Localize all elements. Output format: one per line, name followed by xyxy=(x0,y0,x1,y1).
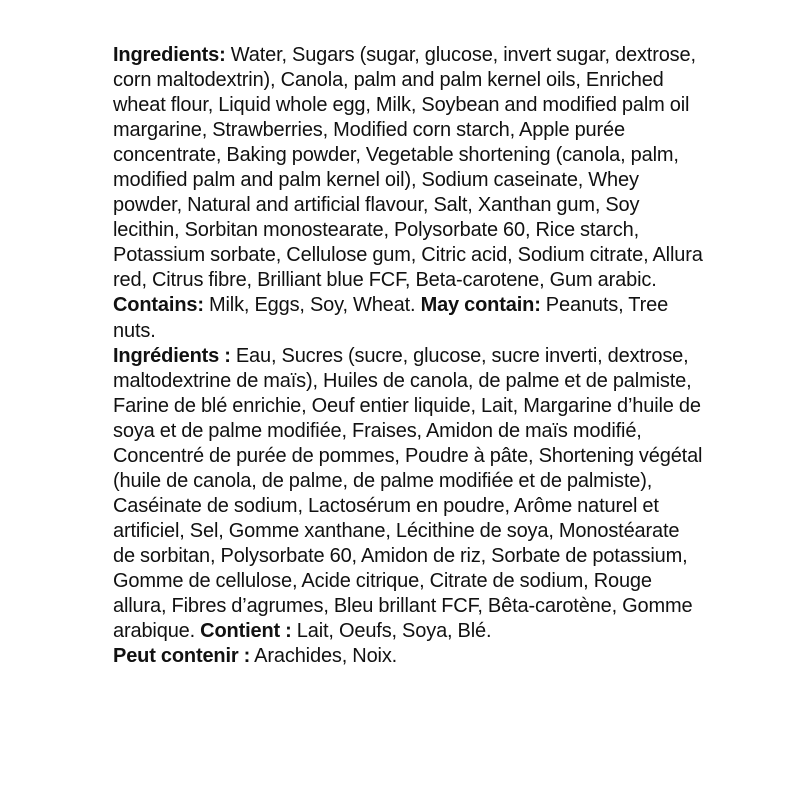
french-ingredients-list: Eau, Sucres (sucre, glucose, sucre inverti, dextrose, maltodextrine de maïs), Huiles de canola, de palme et de palmiste, Farine de blé enrichie, Oeuf entier liquide, Lait, Margarine d’huile de soya et de palme modifiée, Fraises, Amidon de maïs modifié, Concentré de purée de pommes, Poudre à pâte, Shortening végétal (huile de canola, de palme, de palme modifiée et de palmiste), Caséinate de sodium, Lactosérum en poudre, Arôme naturel et artificiel, Sel, Gomme xanthane, Lécithine de soya, Monostéarate de sorbitan, Polysorbate 60, Amidon de riz, Sorbate de potassium, Gomme de cellulose, Acide citrique, Citrate de sodium, Rouge allura, Fibres d’agrumes, Bleu brillant FCF, Bêta-carotène, Gomme arabique. xyxy=(113,344,703,643)
french-ingredients-heading: Ingrédients : xyxy=(113,344,231,367)
english-ingredients-heading: Ingredients: xyxy=(113,44,226,66)
english-ingredients-list: Water, Sugars (sugar, glucose, invert sugar, dextrose, corn maltodextrin), Canola, palm and palm kernel oils, Enriched wheat flour, Liquid whole egg, Milk, Soybean and modified palm oil margarine, Strawberries, Modified corn starch, Apple purée concentrate, Baking powder, Vegetable shortening (canola, palm, modified palm and palm kernel oil), Sodium caseinate, Whey powder, Natural and artificial flavour, Salt, Xanthan gum, Soy lecithin, Sorbitan monostearate, Polysorbate 60, Rice starch, Potassium sorbate, Cellulose gum, Citric acid, Sodium citrate, Allura red, Citrus fibre, Brilliant blue FCF, Beta-carotene, Gum arabic. xyxy=(113,44,703,292)
english-contains-label: Contains: xyxy=(113,294,204,317)
english-may-contain-label: May contain: xyxy=(420,294,541,317)
ingredients-label xyxy=(113,43,703,669)
english-contains-value: Milk, Eggs, Soy, Wheat. xyxy=(203,294,421,317)
french-contains-label: Contient : xyxy=(200,620,292,643)
french-may-contain-value: Arachides, Noix. xyxy=(250,645,398,668)
english-may-contain-value: Peanuts, Tree nuts. xyxy=(113,294,669,342)
english-ingredients-paragraph xyxy=(113,43,703,344)
french-contains-value: Lait, Oeufs, Soya, Blé. xyxy=(291,620,492,643)
french-ingredients-paragraph xyxy=(113,344,703,670)
french-may-contain-label: Peut contenir : xyxy=(113,645,251,668)
